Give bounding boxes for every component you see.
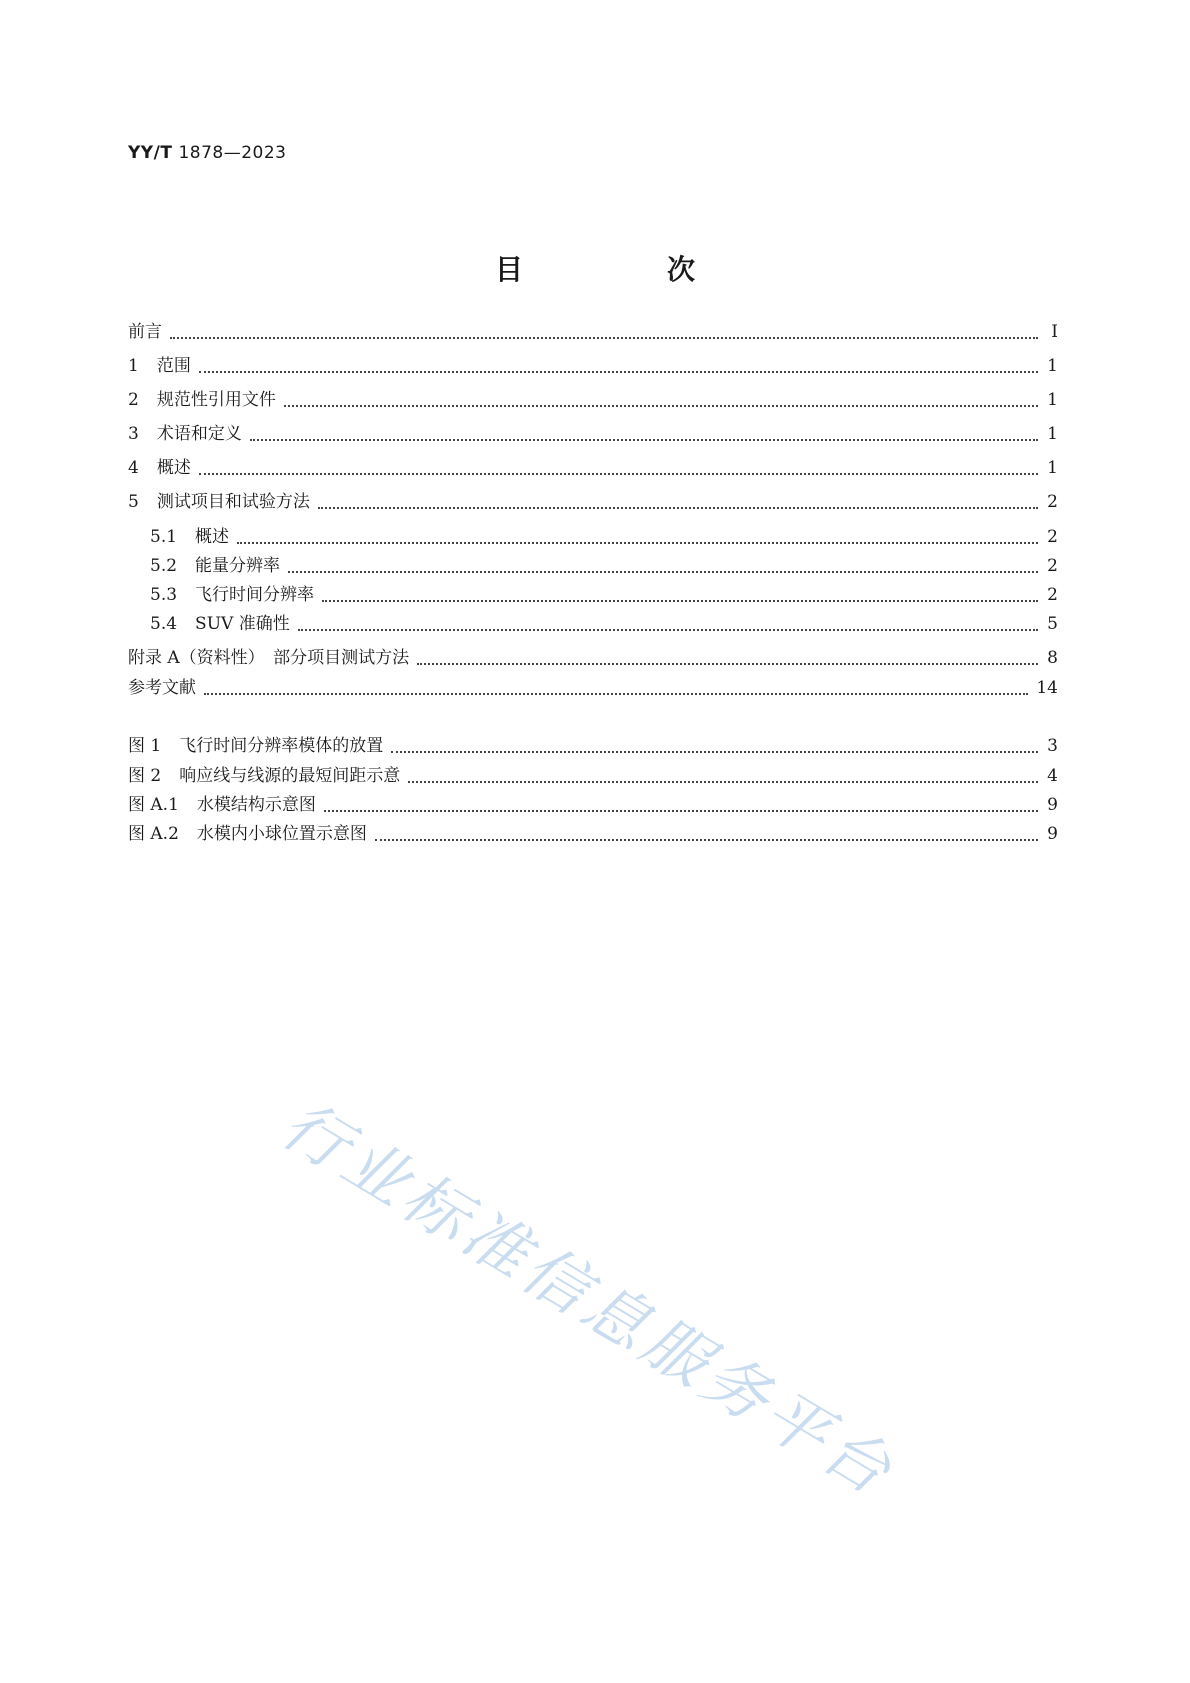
figure-entry-label: 响应线与线源的最短间距示意 <box>179 766 401 786</box>
toc-entry-5-2[interactable] <box>150 554 1058 578</box>
figure-entry-label: 水模结构示意图 <box>196 795 316 815</box>
figure-entry-a2[interactable] <box>128 822 1058 846</box>
toc-entry-5[interactable] <box>128 490 1058 514</box>
dot-leader <box>417 659 1038 665</box>
figure-entry-page: 9 <box>1047 824 1058 844</box>
toc-entry-page: 1 <box>1047 458 1058 478</box>
table-of-contents <box>128 0 1058 1683</box>
toc-entry-3[interactable] <box>128 422 1058 446</box>
toc-entry-1[interactable] <box>128 354 1058 378</box>
toc-entry-page: 14 <box>1036 678 1058 698</box>
dot-leader <box>199 469 1038 475</box>
figure-entry-2[interactable] <box>128 764 1058 788</box>
figure-entry-number: 图 1 <box>128 736 162 756</box>
figure-entry-a1[interactable] <box>128 793 1058 817</box>
dot-leader <box>250 435 1038 441</box>
figure-entry-page: 3 <box>1047 736 1058 756</box>
toc-entry-label: 测试项目和试验方法 <box>156 492 310 512</box>
toc-entry-label: 概述 <box>156 458 191 478</box>
toc-entry-label: 规范性引用文件 <box>156 390 276 410</box>
toc-entry-label: 术语和定义 <box>156 424 242 444</box>
toc-entry-bibliography[interactable] <box>128 676 1058 700</box>
toc-entry-annex-a[interactable] <box>128 646 1058 670</box>
toc-entry-page: 2 <box>1047 492 1058 512</box>
toc-entry-number: 5.4 <box>150 614 178 634</box>
toc-entry-label: 参考文献 <box>128 678 196 698</box>
toc-entry-number: 5.2 <box>150 556 178 576</box>
toc-entry-label: 概述 <box>195 527 230 547</box>
toc-entry-number: 2 <box>128 390 139 410</box>
figure-entry-label: 飞行时间分辨率模体的放置 <box>179 736 384 756</box>
toc-entry-5-4[interactable] <box>150 612 1058 636</box>
figure-entry-page: 9 <box>1047 795 1058 815</box>
dot-leader <box>408 777 1038 783</box>
toc-entry-5-1[interactable] <box>150 525 1058 549</box>
dot-leader <box>391 747 1038 753</box>
toc-entry-5-3[interactable] <box>150 583 1058 607</box>
dot-leader <box>322 596 1038 602</box>
dot-leader <box>237 538 1038 544</box>
dot-leader <box>288 567 1038 573</box>
standard-code-prefix: YY/T <box>128 143 173 163</box>
toc-entry-label: SUV 准确性 <box>195 614 290 634</box>
toc-entry-number: 5.1 <box>150 527 178 547</box>
dot-leader <box>375 835 1038 841</box>
toc-entry-2[interactable] <box>128 388 1058 412</box>
watermark: 行业标准信息服务平台 <box>269 1087 908 1512</box>
toc-entry-page: 5 <box>1047 614 1058 634</box>
dot-leader <box>199 367 1038 373</box>
toc-entry-label: 能量分辨率 <box>195 556 281 576</box>
toc-entry-number: 1 <box>128 356 139 376</box>
figure-entry-label: 水模内小球位置示意图 <box>196 824 367 844</box>
toc-entry-page: 8 <box>1047 648 1058 668</box>
dot-leader <box>324 806 1038 812</box>
toc-entry-4[interactable] <box>128 456 1058 480</box>
toc-entry-number: 5.3 <box>150 585 178 605</box>
dot-leader <box>318 503 1038 509</box>
toc-entry-foreword[interactable] <box>128 320 1058 344</box>
toc-entry-page: 1 <box>1047 390 1058 410</box>
toc-entry-label: 前言 <box>128 322 162 342</box>
toc-entry-number: 5 <box>128 492 139 512</box>
toc-entry-label: 附录 A（资料性） 部分项目测试方法 <box>128 648 410 668</box>
figure-entry-number: 图 A.2 <box>128 824 179 844</box>
toc-entry-page: 2 <box>1047 585 1058 605</box>
page-title: 目 次 <box>494 253 753 286</box>
toc-entry-page: 2 <box>1047 556 1058 576</box>
figure-entry-number: 图 A.1 <box>128 795 179 815</box>
toc-entry-number: 4 <box>128 458 139 478</box>
toc-entry-page: 1 <box>1047 356 1058 376</box>
figure-entry-page: 4 <box>1047 766 1058 786</box>
figure-entry-number: 图 2 <box>128 766 162 786</box>
dot-leader <box>170 333 1038 339</box>
toc-entry-page: Ⅰ <box>1051 322 1058 342</box>
toc-entry-page: 1 <box>1047 424 1058 444</box>
dot-leader <box>284 401 1038 407</box>
figure-entry-1[interactable] <box>128 734 1058 758</box>
toc-entry-number: 3 <box>128 424 139 444</box>
standard-code-number: 1878—2023 <box>178 143 287 163</box>
toc-entry-label: 飞行时间分辨率 <box>195 585 315 605</box>
dot-leader <box>204 689 1028 695</box>
dot-leader <box>298 625 1038 631</box>
toc-entry-page: 2 <box>1047 527 1058 547</box>
toc-entry-label: 范围 <box>156 356 191 376</box>
